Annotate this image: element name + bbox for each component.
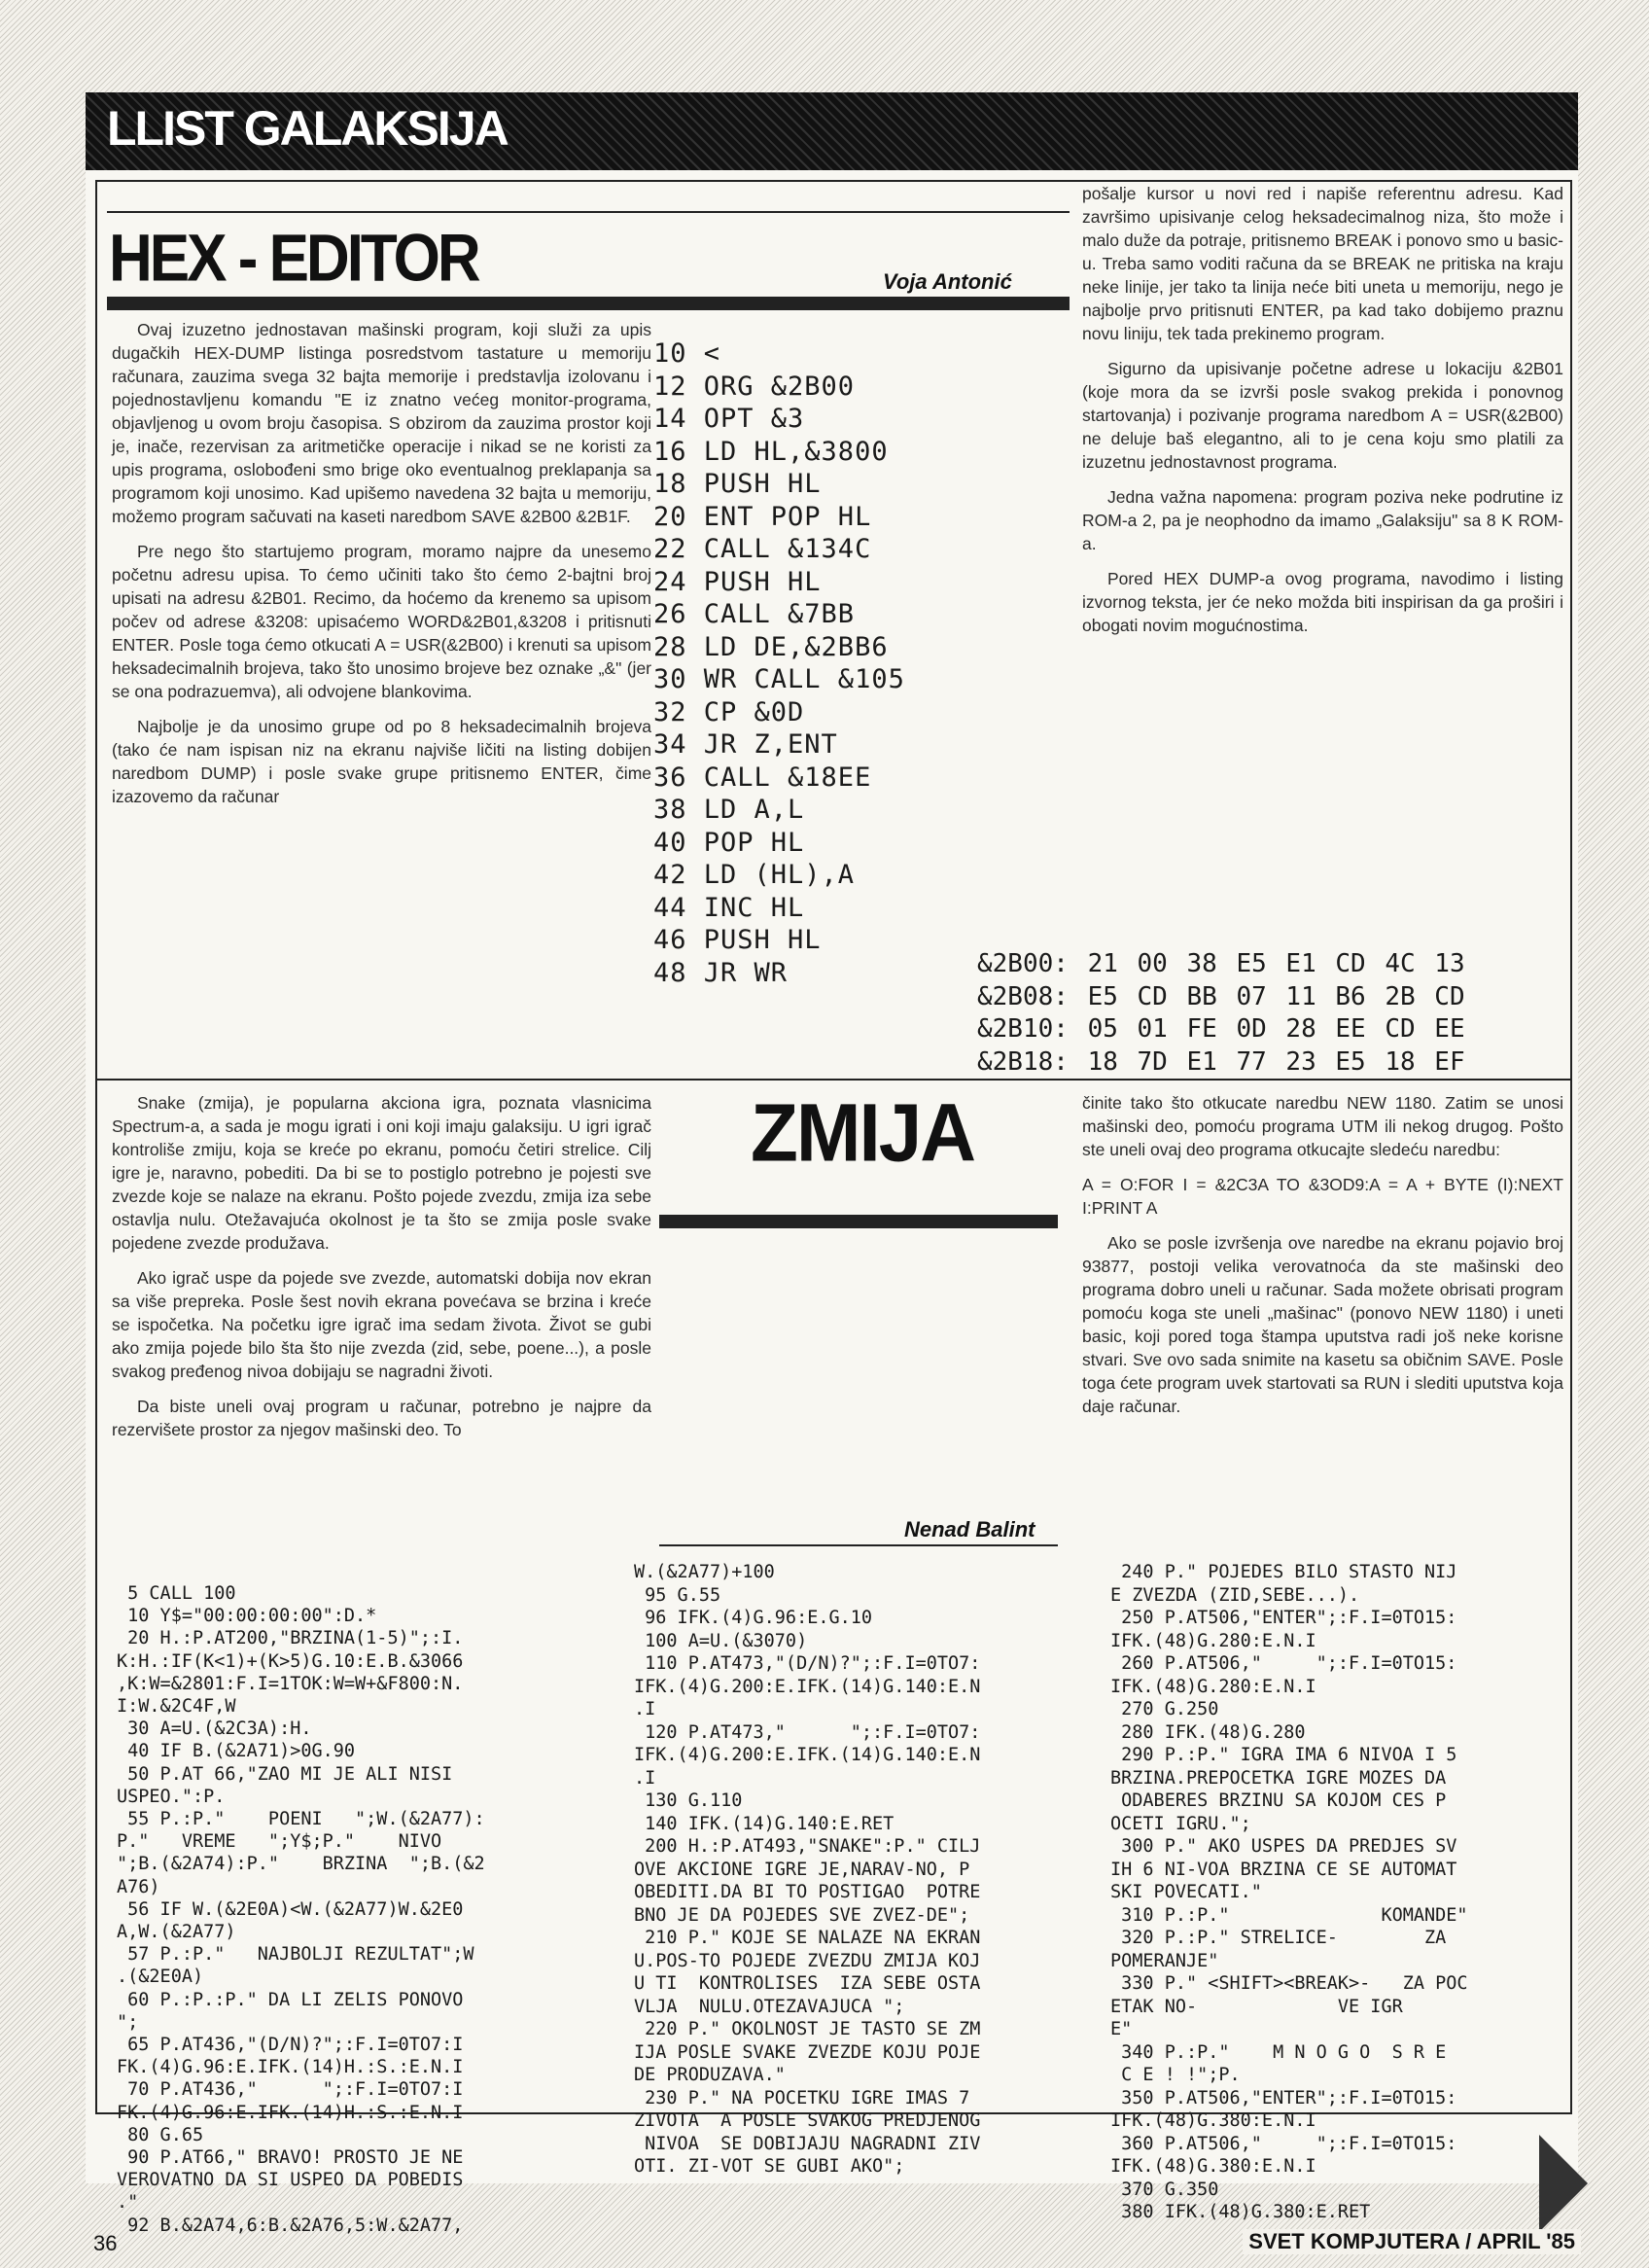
hex-editor-text-col3 — [1082, 182, 1563, 649]
paragraph: Pre nego što startujemo program, moramo najpre da unesemo početnu adresu upisa. To ćemo učiniti tako što ćemo 2-bajtni broj upisati na adresu &2B01. Recimo, da hoćemo da krenemo sa upisom počev od adrese &3208: upisaćemo WORD&2B01,&3208 i pritisnuti ENTER. Posle toga ćemo otkucati A = USR(&2B00) i krenuti sa upisom heksadecimalnih brojeva, tako što unosimo brojeve bez oznake „&" (jer se ona podrazuemva), ali odvojene blankovima. — [112, 542, 651, 701]
zmija-author: Nenad Balint — [904, 1517, 1035, 1542]
asm-line: 16 LD HL,&3800 — [653, 436, 889, 467]
basic-listing-col3: 240 P." POJEDES BILO STASTO NIJ E ZVEZDA (ZID,SEBE...). 250 P.AT506,"ENTER";:F.I=0TO15: IFK.(48)G.280:E.N.I 260 P.AT506," ";:F.I=0TO15: IFK.(48)G.280:E.N.I 270 G.250 280 IFK.(48)G.280 290 P.:P." IGRA IMA 6 NIVOA I 5 BRZINA.PREPOCETKA IGRE MOZES DA ODABERES BRZINU SA KOJOM CES P OCETI IGRU."; 300 P." AKO USPES DA PREDJES SV IH 6 NI-VOA BRZINA CE SE AUTOMAT SKI POVECATI." 310 P.:P." KOMANDE" 320 P.:P." STRELICE- ZA POMERANJE" 330 P." <SHIFT><BREAK>- ZA POC ETAK NO- VE IGR E" 340 P.:P." M N O G O S R E C E ! !";P. 350 P.AT506,"ENTER";:F.I=0TO15: IFK.(48)G.380:E.N.I 360 P.AT506," ";:F.I=0TO15: IFK.(48)G.380:E.N.I 370 G.350 380 IFK.(48)G.380:E.RET — [1110, 1562, 1468, 2222]
zmija-text-col1 — [112, 1091, 651, 1453]
asm-line: 48 JR WR — [653, 957, 789, 988]
paragraph: Ako se posle izvršenja ove naredbe na ekranu pojavio broj 93877, postoji velika verovatnoća da ste mašinski deo programa dobro uneli u računar. Sada možete obrisati program pomoću koga ste uneli „mašinac" (ponovo NEW 1180) i uneti basic, koji pored toga štampa uputstva radi još neke korisne stvari. Sve ovo sada snimite na kasetu sa običnim SAVE. Posle toga ćete program uvek startovati sa RUN i slediti uputstva koja daje računar. — [1082, 1233, 1563, 1416]
section-divider — [97, 1079, 1570, 1081]
asm-line: 10 < — [653, 338, 721, 369]
magazine-page — [86, 92, 1578, 2236]
asm-line: 30 WR CALL &105 — [653, 664, 905, 694]
asm-line: 28 LD DE,&2BB6 — [653, 631, 889, 662]
paragraph: Snake (zmija), je popularna akciona igra, poznata vlasnicima Spectrum-a, a sada je mogu igrati i oni koji imaju galaksiju. U igri igrač kontroliše zmiju, koja se kreće po ekranu, pomoću četiri strelice. Cilj igre je, naravno, pobediti. Da bi se to postiglo potrebno je pojesti sve zvezde koje se nalaze na ekranu. Pošto pojede zvezdu, zmija iza sebe ostavlja nulu. Otežavajuća okolnost je ta što se zmija posle svake pojedene zvezde produžava. — [112, 1093, 651, 1253]
hex-editor-title: HEX - EDITOR — [109, 222, 478, 296]
hex-dump-line: &2B00: 21 00 38 E5 E1 CD 4C 13 — [977, 949, 1465, 978]
asm-line: 26 CALL &7BB — [653, 599, 856, 629]
paragraph: Da biste uneli ovaj program u računar, potrebno je najpre da rezervišete prostor za njegov mašinski deo. To — [112, 1397, 651, 1439]
title-bar-rule — [107, 297, 1070, 310]
continue-arrow-icon — [1539, 2135, 1588, 2232]
zmija-author-rule — [659, 1544, 1058, 1546]
zmija-title: ZMIJA — [751, 1087, 974, 1179]
asm-line: 32 CP &0D — [653, 696, 805, 727]
zmija-title-rule — [659, 1215, 1058, 1228]
basic-listing-col1: 5 CALL 100 10 Y$="00:00:00:00":D.* 20 H.:P.AT200,"BRZINA(1-5)";:I. K:H.:IF(K<1)+(K>5)G.10:E.B.&3066 ,K:W=&2801:F.I=1TOK:W=W+&F800:N. I:W.&2C4F,W 30 A=U.(&2C3A):H. 40 IF B.(&2A71)>0G.90 50 P.AT 66,"ZAO MI JE ALI NISI USPEO.":P. 55 P.:P." POENI ";W.(&2A77): P." VREME ";Y$;P." NIVO ";B.(&2A74):P." BRZINA ";B.(&2 A76) 56 IF W.(&2E0A)<W.(&2A77)W.&2E0 A,W.(&2A77) 57 P.:P." NAJBOLJI REZULTAT";W .(&2E0A) 60 P.:P.:P." DA LI ZELIS PONOVO "; 65 P.AT436,"(D/N)?";:F.I=0TO7:I FK.(4)G.96:E.IFK.(14)H.:S.:E.N.I 70 P.AT436," ";:F.I=0TO7:I FK.(4)G.96:E.IFK.(14)H.:S.:E.N.I 80 G.65 90 P.AT66," BRAVO! PROSTO JE NE VEROVATNO DA SI USPEO DA POBEDIS ." 92 B.&2A74,6:B.&2A76,5:W.&2A77, — [117, 1583, 485, 2236]
hex-dump-line: &2B08: E5 CD BB 07 11 B6 2B CD — [977, 981, 1465, 1011]
asm-line: 38 LD A,L — [653, 795, 805, 825]
asm-line: 46 PUSH HL — [653, 925, 822, 955]
section-banner — [86, 92, 1578, 170]
asm-line: 44 INC HL — [653, 892, 805, 923]
paragraph: Pored HEX DUMP-a ovog programa, navodimo i listing izvornog teksta, jer će neko možda biti inspirisan da ga proširi i obogati novim mogućnostima. — [1082, 569, 1563, 635]
hex-editor-text-col1 — [112, 318, 651, 820]
asm-line: 18 PUSH HL — [653, 469, 822, 499]
assembler-listing — [653, 337, 1071, 989]
paragraph: Jedna važna napomena: program poziva neke podrutine iz ROM-a 2, pa je neophodno da imamo „Galaksiju" sa 8 K ROM-a. — [1082, 487, 1563, 553]
asm-line: 24 PUSH HL — [653, 566, 822, 597]
asm-line: 40 POP HL — [653, 827, 805, 858]
hex-dump-line: &2B10: 05 01 FE 0D 28 EE CD EE — [977, 1014, 1465, 1044]
asm-line: 22 CALL &134C — [653, 534, 872, 564]
paragraph: pošalje kursor u novi red i napiše referentnu adresu. Kad završimo upisivanje celog heksadecimalnog niza, što može i malo duže da potraje, pritisnemo BREAK i ponovo smo u basic-u. Treba samo voditi računa da se BREAK ne pritiska na kraju neke linije, jer tako ta linija neće biti uneta u memoriju, nego je najbolje prvo pritisnuti ENTER, pa kad tako dobijemo praznu novu liniju, tek tada prekinemo program. — [1082, 184, 1563, 343]
asm-line: 36 CALL &18EE — [653, 762, 872, 793]
banner-title: LLIST GALAKSIJA — [107, 101, 508, 156]
hex-editor-author: Voja Antonić — [883, 269, 1012, 294]
paragraph: Najbolje je da unosimo grupe od po 8 heksadecimalnih brojeva (tako će nam ispisan niz na ekranu najviše ličiti na listing dobijen naredbom DUMP) i posle svake grupe pritisnemo ENTER, čime izazovemo da računar — [112, 717, 651, 806]
asm-line: 42 LD (HL),A — [653, 860, 856, 890]
paragraph: A = O:FOR I = &2C3A TO &3OD9:A = A + BYTE (I):NEXT I:PRINT A — [1082, 1175, 1563, 1218]
hex-dump — [977, 948, 1565, 1079]
magazine-footer: SVET KOMPJUTERA / APRIL '85 — [1243, 2229, 1581, 2254]
asm-line: 12 ORG &2B00 — [653, 371, 856, 402]
asm-line: 20 ENT POP HL — [653, 501, 872, 532]
hex-dump-line: &2B18: 18 7D E1 77 23 E5 18 EF — [977, 1046, 1465, 1077]
asm-line: 34 JR Z,ENT — [653, 729, 838, 760]
asm-line: 14 OPT &3 — [653, 404, 805, 434]
page-number: 36 — [93, 2231, 118, 2255]
paragraph: Ako igrač uspe da pojede sve zvezde, automatski dobija nov ekran sa više prepreka. Posle šest novih ekrana povećava se brzina i kreće se ispočetka. Na početku igre igrač ima sedam života. Život se gubi ako zmija pojede bilo šta što nije zvezda (zid, sebe, poene...), a posle svakog pređenog nivoa dobijaju se nagradni životi. — [112, 1268, 651, 1381]
paragraph: činite tako što otkucate naredbu NEW 1180. Zatim se unosi mašinski deo, pomoću programa UTM ili nekog drugog. Pošto ste uneli ovaj deo programa otkucajte sledeću naredbu: — [1082, 1093, 1563, 1159]
article-frame — [95, 180, 1572, 2236]
paragraph: Sigurno da upisivanje početne adrese u lokaciju &2B01 (koje mora da se izvrši posle svakog prekida i ponovnog startovanja) i pozivanje programa naredbom A = USR(&2B00) ne deluje baš elegantno, ali to je cena koju smo platili za izuzetnu jednostavnost programa. — [1082, 359, 1563, 472]
paragraph: Ovaj izuzetno jednostavan mašinski program, koji služi za upis dugačkih HEX-DUMP listinga posredstvom tastature u memoriju računara, zauzima svega 32 bajta memorije i predstavlja izolovanu i pojednostavljenu komandu "E iz znatno većeg monitor-programa, objavljenog u ovom broju časopisa. S obzirom da zauzima prostor koji je, inače, rezervisan za aritmetičke operacije i nikad se ne koristi za upis programa, oslobođeni smo brige oko eventualnog preklapanja sa programom koji unosimo. Kad upišemo navedena 32 bajta u memoriju, možemo program sačuvati na kaseti naredbom SAVE &2B00 &2B1F. — [112, 320, 651, 526]
basic-listing-col2: W.(&2A77)+100 95 G.55 96 IFK.(4)G.96:E.G.10 100 A=U.(&3070) 110 P.AT473,"(D/N)?";:F.I=0TO7: IFK.(4)G.200:E.IFK.(14)G.140:E.N .I 120 P.AT473," ";:F.I=0TO7: IFK.(4)G.200:E.IFK.(14)G.140:E.N .I 130 G.110 140 IFK.(14)G.140:E.RET 200 H.:P.AT493,"SNAKE":P." CILJ OVE AKCIONE IGRE JE,NARAV-NO, P OBEDITI.DA BI TO POSTIGAO POTRE BNO JE DA POJEDES SVE ZVEZ-DE"; 210 P." KOJE SE NALAZE NA EKRAN U.POS-TO POJEDE ZVEZDU ZMIJA KOJ U TI KONTROLISES IZA SEBE OSTA VLJA NULU.OTEZAVAJUCA "; 220 P." OKOLNOST JE TASTO SE ZM IJA POSLE SVAKE ZVEZDE KOJU POJE DE PRODUZAVA." 230 P." NA POCETKU IGRE IMAS 7 ZIVOTA A POSLE SVAKOG PREDJENOG NIVOA SE DOBIJAJU NAGRADNI ZIV OTI. ZI-VOT SE GUBI AKO"; — [634, 1562, 981, 2177]
top-rule — [107, 211, 1070, 213]
zmija-text-col3 — [1082, 1091, 1563, 1430]
